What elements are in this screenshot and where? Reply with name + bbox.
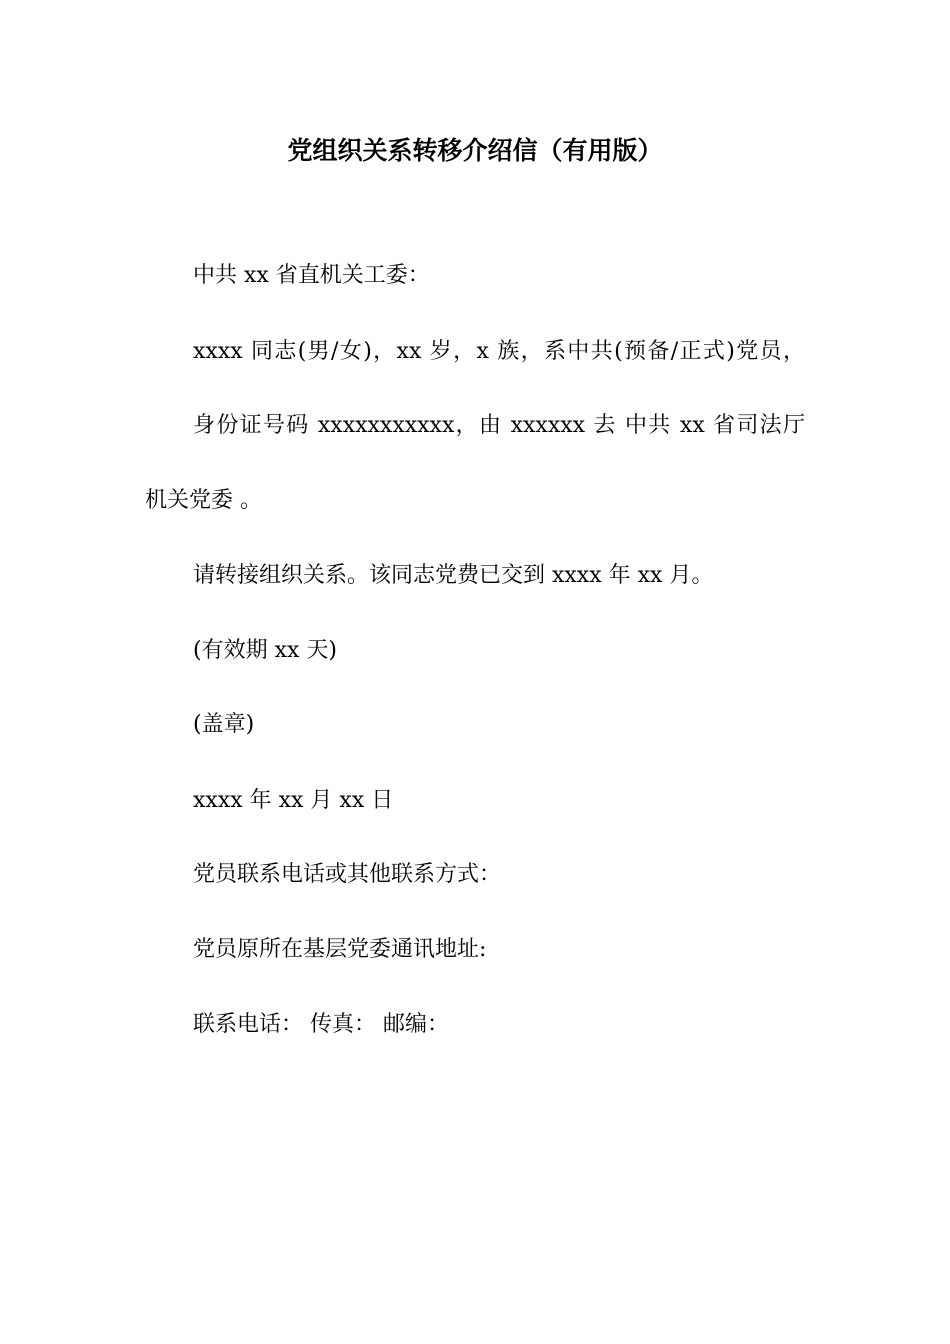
addressee-line: 中共 xx 省直机关工委： — [193, 263, 430, 288]
document-title: 党组织关系转移介绍信（有用版） — [287, 136, 663, 165]
phone-fax-postcode-line: 联系电话： 传真： 邮编： — [193, 1012, 449, 1037]
address-line: 党员原所在基层党委通讯地址: — [193, 937, 487, 962]
member-contact-line: 党员联系电话或其他联系方式： — [193, 862, 502, 887]
destination-line: 机关党委 。 — [145, 488, 262, 513]
seal-line: (盖章) — [193, 712, 255, 737]
validity-line: (有效期 xx 天) — [193, 638, 337, 663]
id-transfer-line: 身份证号码 xxxxxxxxxxx，由 xxxxxx 去 中共 xx 省司法厅 — [193, 413, 805, 438]
date-line: xxxx 年 xx 月 xx 日 — [193, 788, 394, 813]
dues-line: 请转接组织关系。该同志党费已交到 xxxx 年 xx 月。 — [193, 563, 714, 588]
member-info-line: xxxx 同志(男/女)，xx 岁，x 族，系中共(预备/正式)党员， — [193, 339, 805, 364]
